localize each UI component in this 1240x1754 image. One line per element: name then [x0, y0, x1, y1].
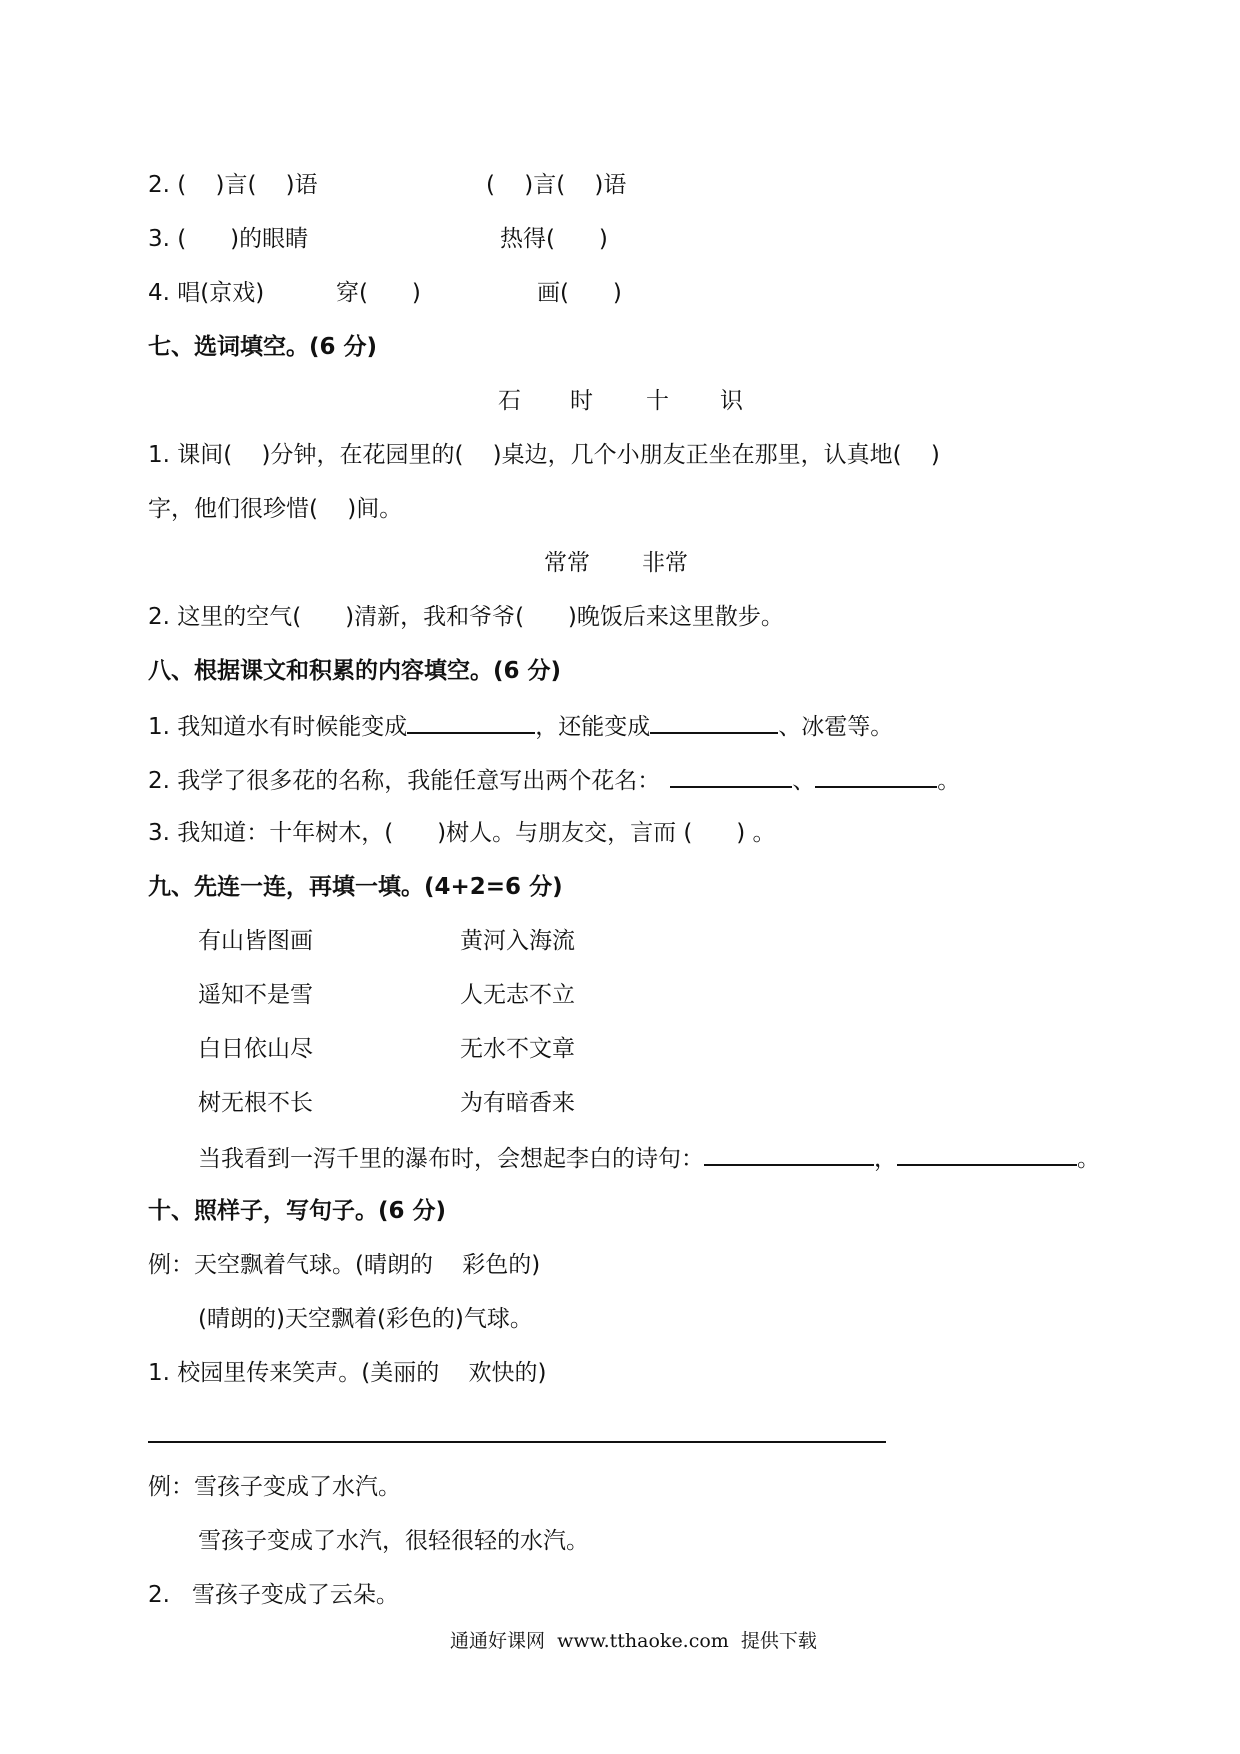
poem-right-2[interactable]: 人无志不立	[460, 982, 575, 1008]
word-choice-6: 非常	[642, 550, 688, 576]
s10-q1: 1. 校园里传来笑声。(美丽的 欢快的)	[148, 1360, 547, 1386]
s10-example-1-answer: (晴朗的)天空飘着(彩色的)气球。	[198, 1306, 533, 1332]
s9-fill-text-c: 。	[1077, 1146, 1100, 1172]
poem-right-4[interactable]: 为有暗香来	[460, 1090, 575, 1116]
s6-line3-b: 热得( )	[500, 226, 608, 252]
s6-line4-a: 4. 唱(京戏)	[148, 280, 265, 306]
poem-right-3[interactable]: 无水不文章	[460, 1036, 575, 1062]
answer-blank[interactable]	[670, 764, 792, 788]
section-9-title: 九、先连一连，再填一填。(4+2=6 分)	[148, 874, 563, 900]
poem-left-1[interactable]: 有山皆图画	[198, 928, 313, 954]
s8-q2-text-b: 、	[792, 768, 816, 794]
s8-q1	[148, 710, 893, 742]
answer-blank[interactable]	[815, 764, 937, 788]
s7-q1-line1: 1. 课间( )分钟，在花园里的( )桌边，几个小朋友正坐在那里，认真地( )	[148, 442, 940, 468]
s9-fill-text-a: 当我看到一泻千里的瀑布时，会想起李白的诗句：	[198, 1146, 704, 1172]
s10-example-2: 例：雪孩子变成了水汽。	[148, 1474, 401, 1500]
s8-q2-text-a: 2. 我学了很多花的名称，我能任意写出两个花名：	[148, 768, 661, 794]
word-choice-5: 常常	[544, 550, 590, 576]
s10-example-2-answer: 雪孩子变成了水汽，很轻很轻的水汽。	[198, 1528, 589, 1554]
footer-credit: 通通好课网 www.tthaoke.com 提供下载	[450, 1630, 817, 1652]
section-10-title: 十、照样子，写句子。(6 分)	[148, 1198, 447, 1224]
s6-line2-b: ( )言( )语	[486, 172, 627, 198]
answer-blank[interactable]	[650, 710, 778, 734]
answer-blank[interactable]	[897, 1142, 1077, 1166]
answer-line[interactable]	[148, 1441, 886, 1443]
answer-blank[interactable]	[704, 1142, 874, 1166]
s8-q1-text-a: 1. 我知道水有时候能变成	[148, 714, 408, 740]
s9-fill	[198, 1142, 1100, 1174]
word-choice-4: 识	[720, 388, 743, 414]
section-7-title: 七、选词填空。(6 分)	[148, 334, 378, 360]
answer-blank[interactable]	[407, 710, 535, 734]
s10-q2: 2. 雪孩子变成了云朵。	[148, 1582, 399, 1608]
poem-left-4[interactable]: 树无根不长	[198, 1090, 313, 1116]
s9-fill-text-b: ，	[874, 1146, 897, 1172]
s7-q2: 2. 这里的空气( )清新，我和爷爷( )晚饭后来这里散步。	[148, 604, 784, 630]
s8-q3: 3. 我知道：十年树木，( )树人。与朋友交，言而 ( ) 。	[148, 820, 776, 846]
s6-line3-a: 3. ( )的眼睛	[148, 226, 309, 252]
s8-q1-text-b: ，还能变成	[535, 714, 651, 740]
s10-example-1: 例：天空飘着气球。(晴朗的 彩色的)	[148, 1252, 541, 1278]
s6-line2-a: 2. ( )言( )语	[148, 172, 318, 198]
poem-left-3[interactable]: 白日依山尽	[198, 1036, 313, 1062]
poem-left-2[interactable]: 遥知不是雪	[198, 982, 313, 1008]
section-8-title: 八、根据课文和积累的内容填空。(6 分)	[148, 658, 562, 684]
s6-line4-b: 穿( )	[336, 280, 421, 306]
s6-line4-c: 画( )	[537, 280, 622, 306]
s8-q2	[148, 764, 960, 796]
s8-q1-text-c: 、冰雹等。	[778, 714, 894, 740]
s7-q1-line2: 字，他们很珍惜( )间。	[148, 496, 403, 522]
s8-q2-text-c: 。	[937, 768, 961, 794]
word-choice-2: 时	[570, 388, 593, 414]
word-choice-1: 石	[498, 388, 521, 414]
poem-right-1[interactable]: 黄河入海流	[460, 928, 575, 954]
word-choice-3: 十	[646, 388, 669, 414]
